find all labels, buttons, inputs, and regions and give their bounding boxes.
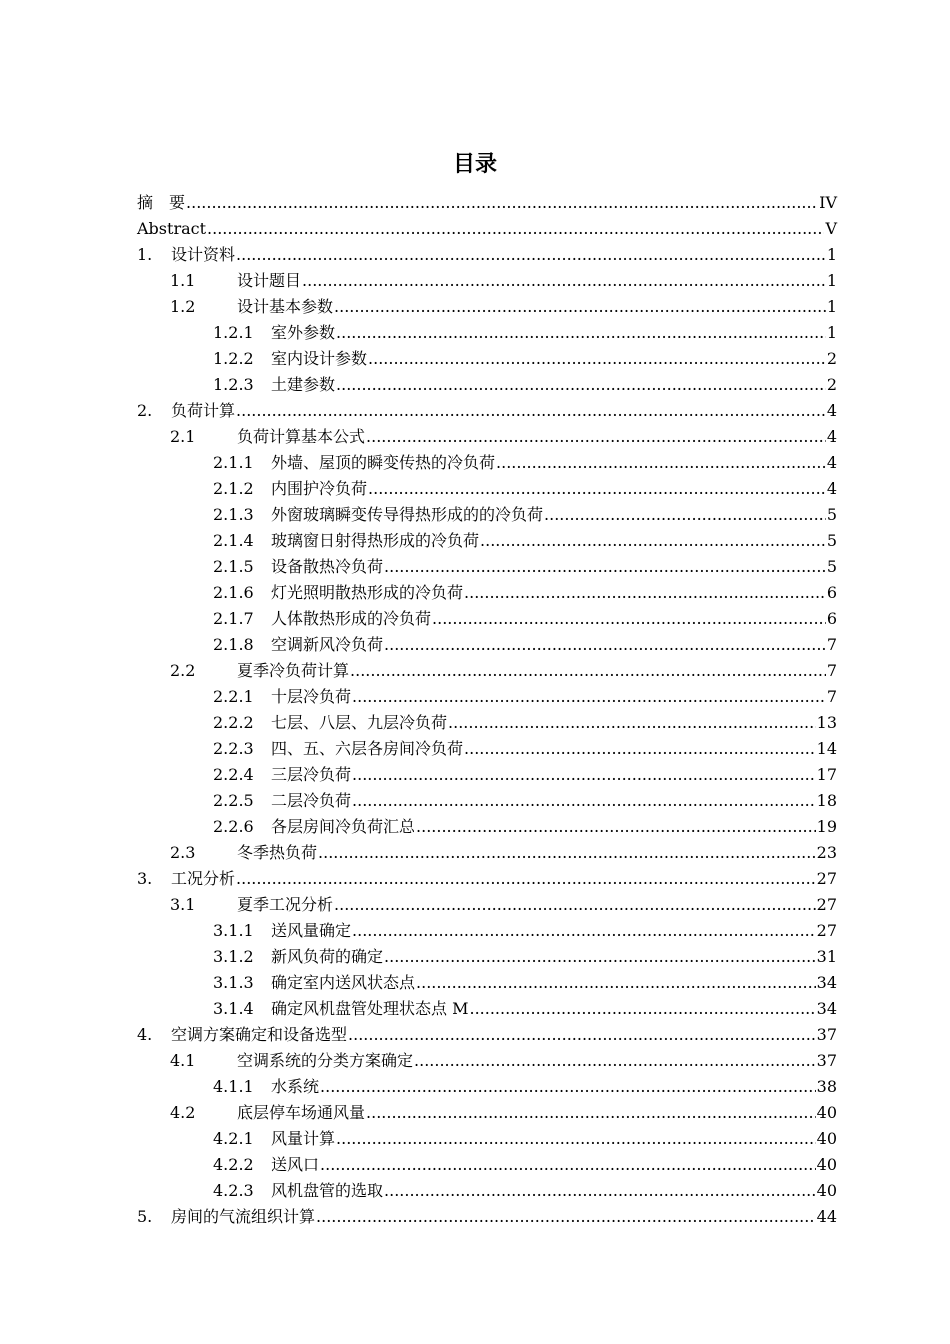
toc-entry-label: 风量计算 — [271, 1129, 336, 1148]
toc-leader-dots — [302, 268, 826, 294]
toc-leader-dots — [352, 684, 826, 710]
toc-entry[interactable] — [137, 788, 837, 814]
toc-entry-page: 14 — [816, 739, 837, 758]
toc-leader-dots — [207, 216, 824, 242]
toc-entry-number: 2.1.4 — [213, 531, 254, 550]
toc-leader-dots — [352, 788, 816, 814]
toc-entry-number: 1.1 — [170, 271, 196, 290]
toc-entry[interactable] — [137, 1126, 837, 1152]
toc-leader-dots — [236, 242, 826, 268]
toc-entry[interactable] — [137, 398, 837, 424]
toc-entry-page: 34 — [816, 999, 837, 1018]
toc-leader-dots — [384, 632, 826, 658]
toc-entry[interactable] — [137, 1152, 837, 1178]
toc-entry-label: 设备散热冷负荷 — [271, 557, 384, 576]
toc-entry-number: 4.2.2 — [213, 1155, 254, 1174]
toc-entry-label: 空调系统的分类方案确定 — [237, 1051, 414, 1070]
toc-entry-label: 七层、八层、九层冷负荷 — [271, 713, 448, 732]
toc-entry-page: 23 — [816, 843, 837, 862]
toc-entry-number: 2.2.4 — [213, 765, 254, 784]
toc-leader-dots — [414, 1048, 816, 1074]
toc-leader-dots — [366, 424, 826, 450]
toc-entry-label: 夏季工况分析 — [237, 895, 334, 914]
toc-entry[interactable] — [137, 268, 837, 294]
toc-entry-number: 2.2.3 — [213, 739, 254, 758]
toc-entry[interactable] — [137, 606, 837, 632]
toc-entry-label: 设计基本参数 — [237, 297, 334, 316]
toc-entry[interactable] — [137, 1048, 837, 1074]
toc-entry[interactable] — [137, 866, 837, 892]
toc-entry-label: 十层冷负荷 — [271, 687, 352, 706]
toc-entry-page: 37 — [816, 1025, 837, 1044]
toc-entry-label: 人体散热形成的冷负荷 — [271, 609, 432, 628]
toc-entry-page: 13 — [816, 713, 837, 732]
toc-entry-number: 2.3 — [170, 843, 196, 862]
toc-entry-page: 40 — [816, 1155, 837, 1174]
toc-entry-page: 2 — [826, 349, 837, 368]
toc-entry-page: IV — [819, 193, 837, 212]
toc-entry[interactable] — [137, 892, 837, 918]
toc-entry[interactable] — [137, 294, 837, 320]
toc-leader-dots — [236, 398, 826, 424]
toc-entry-page: 5 — [826, 557, 837, 576]
toc-entry-label: 水系统 — [271, 1077, 320, 1096]
toc-entry-label: 底层停车场通风量 — [237, 1103, 366, 1122]
toc-entry-number: 1.2.1 — [213, 323, 254, 342]
toc-entry[interactable] — [137, 814, 837, 840]
toc-entry-page: 1 — [826, 271, 837, 290]
toc-entry-page: 7 — [826, 661, 837, 680]
toc-entry-label: 空调方案确定和设备选型 — [171, 1025, 348, 1044]
toc-entry-page: 44 — [816, 1207, 837, 1226]
toc-entry-page: 38 — [816, 1077, 837, 1096]
toc-entry-label: 确定风机盘管处理状态点 M — [271, 999, 469, 1018]
toc-entry-page: 27 — [816, 869, 837, 888]
toc-entry-number: 1.2 — [170, 297, 196, 316]
toc-entry-number: 2.1.5 — [213, 557, 254, 576]
toc-entry-page: 1 — [826, 323, 837, 342]
toc-entry-number: 3.1.2 — [213, 947, 254, 966]
toc-leader-dots — [496, 450, 826, 476]
toc-entry[interactable] — [137, 944, 837, 970]
page-title: 目录 — [452, 152, 497, 177]
toc-entry[interactable] — [137, 242, 837, 268]
toc-entry-label: 设计资料 — [171, 245, 236, 264]
toc-entry-label: 负荷计算 — [171, 401, 236, 420]
toc-entry[interactable] — [137, 684, 837, 710]
toc-leader-dots — [186, 190, 818, 216]
toc-entry-label: 外窗玻璃瞬变传导得热形成的的冷负荷 — [271, 505, 544, 524]
toc-entry-page: 4 — [826, 479, 837, 498]
toc-entry-label: 冬季热负荷 — [237, 843, 318, 862]
toc-entry-page: 5 — [826, 505, 837, 524]
toc-leader-dots — [318, 840, 816, 866]
toc-entry-label: 二层冷负荷 — [271, 791, 352, 810]
toc-entry-label: 四、五、六层各房间冷负荷 — [271, 739, 464, 758]
toc-entry-label: 室外参数 — [271, 323, 336, 342]
toc-leader-dots — [352, 918, 816, 944]
toc-entry-page: 1 — [826, 297, 837, 316]
toc-entry[interactable] — [137, 476, 837, 502]
toc-entry-page: 7 — [826, 635, 837, 654]
toc-entry-page: 2 — [826, 375, 837, 394]
toc-entry-number: 2.1.3 — [213, 505, 254, 524]
toc-entry-page: 4 — [826, 401, 837, 420]
toc-entry[interactable] — [137, 216, 837, 242]
toc-entry-label: 空调新风冷负荷 — [271, 635, 384, 654]
toc-entry-label: 房间的气流组织计算 — [171, 1207, 316, 1226]
toc-leader-dots — [384, 554, 826, 580]
toc-entry-page: 6 — [826, 609, 837, 628]
toc-leader-dots — [368, 346, 826, 372]
toc-entry-label: 三层冷负荷 — [271, 765, 352, 784]
toc-entry-page: 37 — [816, 1051, 837, 1070]
toc-leader-dots — [416, 970, 816, 996]
toc-entry[interactable] — [137, 1178, 837, 1204]
toc-leader-dots — [384, 1178, 816, 1204]
toc-leader-dots — [480, 528, 826, 554]
toc-entry-label: 外墙、屋顶的瞬变传热的冷负荷 — [271, 453, 496, 472]
toc-entry-number: 3.1 — [170, 895, 196, 914]
toc-entry[interactable] — [137, 424, 837, 450]
toc-entry-label: 负荷计算基本公式 — [237, 427, 366, 446]
toc-leader-dots — [544, 502, 826, 528]
toc-entry-number: 4.2.3 — [213, 1181, 254, 1200]
toc-entry-page: 40 — [816, 1103, 837, 1122]
toc-leader-dots — [368, 476, 826, 502]
toc-entry[interactable] — [137, 736, 837, 762]
toc-leader-dots — [334, 294, 826, 320]
toc-entry-page: 40 — [816, 1129, 837, 1148]
toc-entry[interactable] — [137, 1022, 837, 1048]
toc-leader-dots — [448, 710, 816, 736]
toc-entry-label: 送风量确定 — [271, 921, 352, 940]
toc-entry-label: 送风口 — [271, 1155, 320, 1174]
toc-entry[interactable] — [137, 996, 837, 1022]
toc-entry[interactable] — [137, 762, 837, 788]
toc-entry-page: 6 — [826, 583, 837, 602]
toc-entry[interactable] — [137, 970, 837, 996]
toc-entry-label: 土建参数 — [271, 375, 336, 394]
toc-entry-label: 摘 要 — [137, 193, 186, 212]
toc-entry[interactable] — [137, 528, 837, 554]
toc-entry-number: 3. — [137, 869, 153, 888]
toc-leader-dots — [469, 996, 815, 1022]
toc-entry-number: 3.1.4 — [213, 999, 254, 1018]
toc-entry-number: 2.2.2 — [213, 713, 254, 732]
toc-entry-label: 灯光照明散热形成的冷负荷 — [271, 583, 464, 602]
toc-entry-number: 4. — [137, 1025, 153, 1044]
toc-entry-page: 4 — [826, 453, 837, 472]
toc-entry-number: 1.2.2 — [213, 349, 254, 368]
toc-entry[interactable] — [137, 554, 837, 580]
toc-entry-label: 内围护冷负荷 — [271, 479, 368, 498]
toc-entry-label: 设计题目 — [237, 271, 302, 290]
toc-entry[interactable] — [137, 632, 837, 658]
toc-leader-dots — [416, 814, 816, 840]
toc-entry[interactable] — [137, 450, 837, 476]
toc-entry[interactable] — [137, 320, 837, 346]
toc-entry-number: 2.2 — [170, 661, 196, 680]
toc-entry-page: 27 — [816, 921, 837, 940]
toc-entry-label: 各层房间冷负荷汇总 — [271, 817, 416, 836]
toc-entry[interactable] — [137, 372, 837, 398]
toc-entry-number: 4.2.1 — [213, 1129, 254, 1148]
toc-entry-number: 2. — [137, 401, 153, 420]
toc-entry-number: 4.1.1 — [213, 1077, 254, 1096]
toc-entry-number: 2.2.5 — [213, 791, 254, 810]
toc-entry-number: 4.2 — [170, 1103, 196, 1122]
toc-leader-dots — [464, 580, 826, 606]
toc-leader-dots — [336, 320, 826, 346]
toc-entry-number: 3.1.1 — [213, 921, 254, 940]
toc-entry-number: 1.2.3 — [213, 375, 254, 394]
toc-entry-page: 40 — [816, 1181, 837, 1200]
toc-leader-dots — [316, 1204, 816, 1230]
toc-entry-label: 风机盘管的选取 — [271, 1181, 384, 1200]
toc-leader-dots — [334, 892, 816, 918]
toc-entry[interactable] — [137, 1100, 837, 1126]
toc-leader-dots — [348, 1022, 816, 1048]
toc-entry[interactable] — [137, 840, 837, 866]
toc-entry[interactable] — [137, 190, 837, 216]
toc-entry-number: 2.1.1 — [213, 453, 254, 472]
toc-entry-page: 7 — [826, 687, 837, 706]
toc-entry-number: 2.1.6 — [213, 583, 254, 602]
toc-leader-dots — [384, 944, 816, 970]
toc-leader-dots — [336, 1126, 816, 1152]
toc-entry-page: 31 — [816, 947, 837, 966]
toc-entry[interactable] — [137, 710, 837, 736]
toc-entry-label: 玻璃窗日射得热形成的冷负荷 — [271, 531, 480, 550]
toc-leader-dots — [236, 866, 816, 892]
table-of-contents — [137, 190, 837, 1230]
toc-entry-number: 5. — [137, 1207, 153, 1226]
toc-entry-page: 34 — [816, 973, 837, 992]
toc-leader-dots — [320, 1152, 816, 1178]
toc-entry-label: 室内设计参数 — [271, 349, 368, 368]
toc-entry-number: 2.1 — [170, 427, 196, 446]
toc-entry-page: 1 — [826, 245, 837, 264]
toc-leader-dots — [352, 762, 816, 788]
toc-entry-label: Abstract — [137, 219, 207, 238]
toc-entry-number: 2.1.7 — [213, 609, 254, 628]
toc-entry-label: 工况分析 — [171, 869, 236, 888]
toc-entry[interactable] — [137, 1074, 837, 1100]
toc-leader-dots — [320, 1074, 816, 1100]
toc-leader-dots — [432, 606, 826, 632]
toc-entry[interactable] — [137, 502, 837, 528]
toc-entry-number: 4.1 — [170, 1051, 196, 1070]
toc-entry-page: 17 — [816, 765, 837, 784]
toc-entry-page: 5 — [826, 531, 837, 550]
toc-entry[interactable] — [137, 346, 837, 372]
toc-entry-number: 1. — [137, 245, 153, 264]
toc-entry-page: 18 — [816, 791, 837, 810]
toc-leader-dots — [350, 658, 826, 684]
toc-entry-page: 27 — [816, 895, 837, 914]
toc-entry[interactable] — [137, 658, 837, 684]
toc-leader-dots — [366, 1100, 816, 1126]
toc-entry-page: V — [825, 219, 837, 238]
toc-leader-dots — [336, 372, 826, 398]
toc-entry-number: 2.2.1 — [213, 687, 254, 706]
toc-entry-number: 3.1.3 — [213, 973, 254, 992]
toc-entry-label: 夏季冷负荷计算 — [237, 661, 350, 680]
toc-leader-dots — [464, 736, 816, 762]
toc-entry[interactable] — [137, 580, 837, 606]
toc-entry-label: 确定室内送风状态点 — [271, 973, 416, 992]
toc-entry-number: 2.1.2 — [213, 479, 254, 498]
toc-entry-number: 2.1.8 — [213, 635, 254, 654]
toc-entry-page: 19 — [816, 817, 837, 836]
toc-entry-label: 新风负荷的确定 — [271, 947, 384, 966]
toc-entry-page: 4 — [826, 427, 837, 446]
toc-entry[interactable] — [137, 918, 837, 944]
toc-entry[interactable] — [137, 1204, 837, 1230]
toc-entry-number: 2.2.6 — [213, 817, 254, 836]
